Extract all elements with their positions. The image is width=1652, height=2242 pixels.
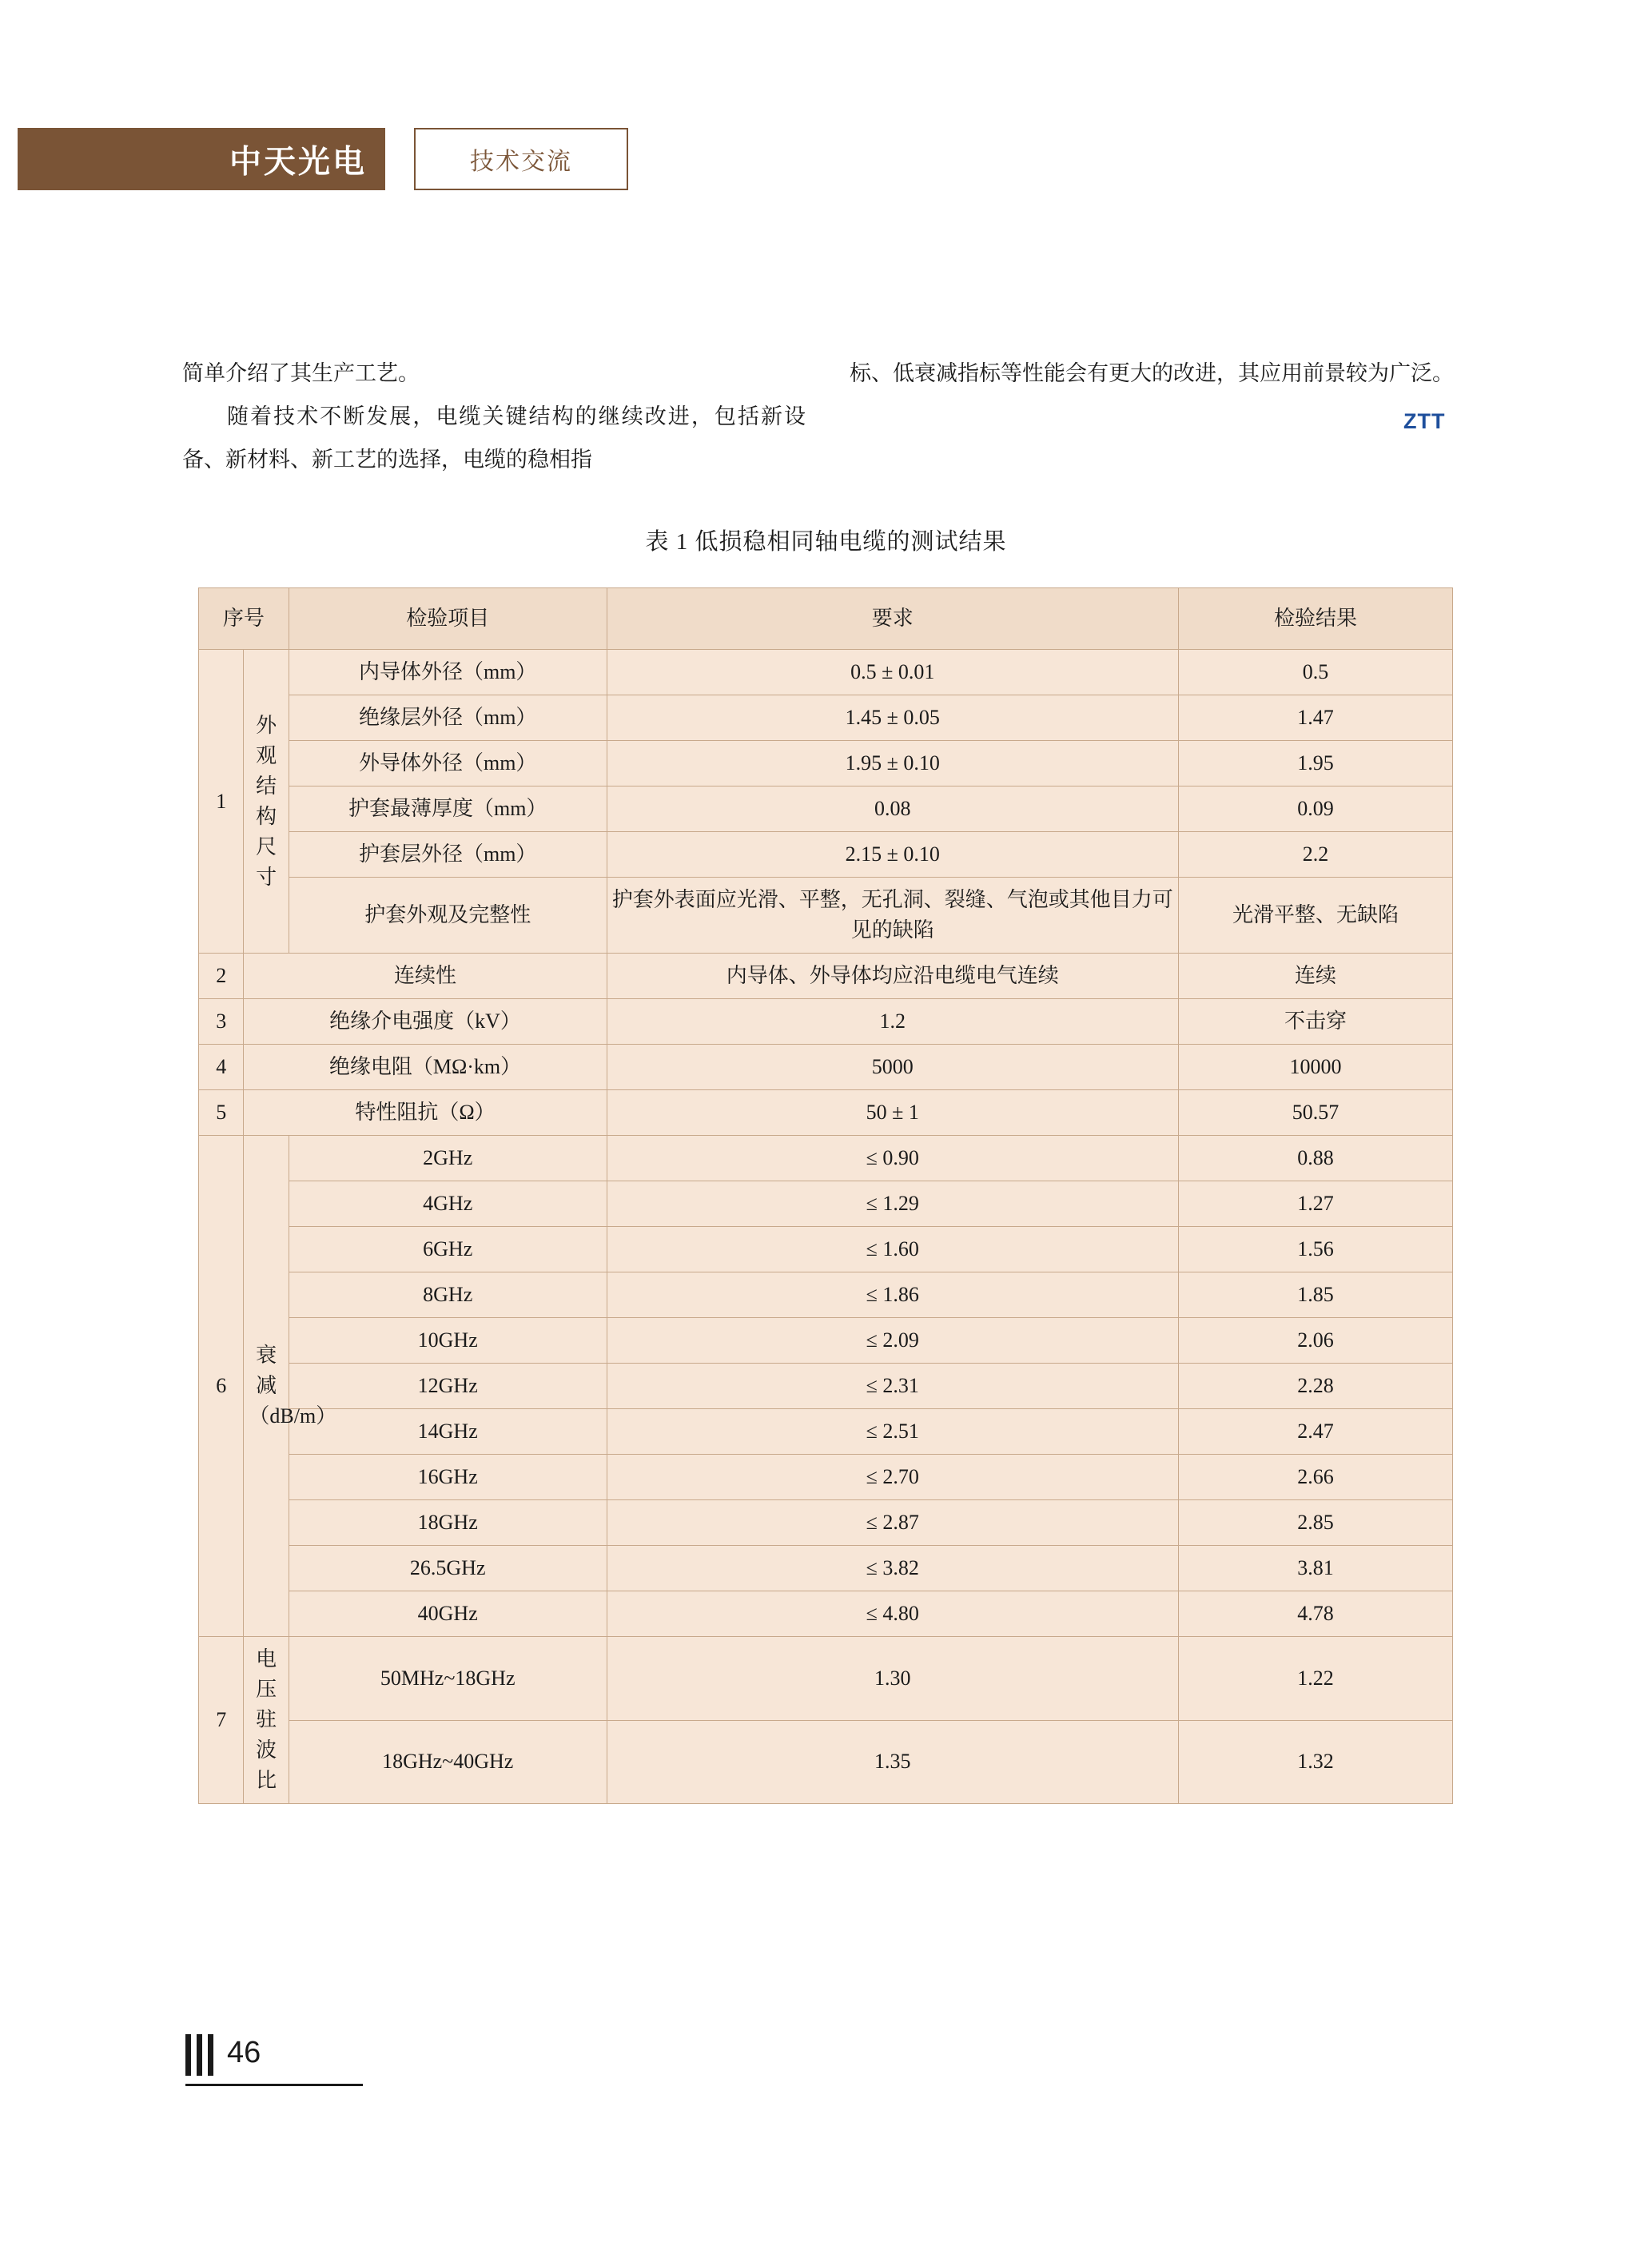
cell-item: 26.5GHz	[289, 1546, 607, 1591]
cell-result: 4.78	[1179, 1591, 1453, 1637]
cell-result: 50.57	[1179, 1090, 1453, 1136]
cell-requirement: 1.35	[607, 1720, 1178, 1804]
cell-result: 光滑平整、无缺陷	[1179, 878, 1453, 954]
cell-result: 2.06	[1179, 1318, 1453, 1364]
cell-no: 7	[199, 1637, 244, 1804]
table-row	[199, 1546, 1453, 1591]
cell-requirement: ≤ 2.87	[607, 1500, 1178, 1546]
cell-item: 绝缘介电强度（kV）	[244, 999, 607, 1045]
cell-requirement: ≤ 1.60	[607, 1227, 1178, 1272]
cell-group-vswr: 电压驻波比	[244, 1637, 289, 1804]
cell-result: 1.85	[1179, 1272, 1453, 1318]
cell-result: 不击穿	[1179, 999, 1453, 1045]
paragraph-left-1: 简单介绍了其生产工艺。	[182, 361, 420, 385]
brand-logo-block	[18, 128, 385, 190]
cell-item: 绝缘层外径（mm）	[289, 695, 607, 741]
table-row	[199, 1364, 1453, 1409]
table-row	[199, 1637, 1453, 1721]
results-table-wrapper	[198, 587, 1453, 1804]
cell-item: 2GHz	[289, 1136, 607, 1181]
footer-rule	[185, 2084, 363, 2086]
table-row	[199, 954, 1453, 999]
cell-item: 6GHz	[289, 1227, 607, 1272]
cell-no: 3	[199, 999, 244, 1045]
cell-result: 1.22	[1179, 1637, 1453, 1721]
cell-no: 4	[199, 1045, 244, 1090]
results-table	[198, 587, 1453, 1804]
cell-requirement: 1.30	[607, 1637, 1178, 1721]
section-tag	[414, 128, 628, 190]
cell-requirement: ≤ 3.82	[607, 1546, 1178, 1591]
table-row	[199, 650, 1453, 695]
footer-bar	[185, 2034, 191, 2076]
table-row	[199, 1591, 1453, 1637]
body-column-right	[850, 352, 1473, 395]
cell-no: 6	[199, 1136, 244, 1637]
cell-requirement: ≤ 1.29	[607, 1181, 1178, 1227]
group-label-line-2: （dB/m）	[249, 1404, 337, 1428]
cell-requirement: 0.5 ± 0.01	[607, 650, 1178, 695]
cell-item: 连续性	[244, 954, 607, 999]
table-row	[199, 786, 1453, 832]
cell-result: 1.56	[1179, 1227, 1453, 1272]
cell-requirement: ≤ 4.80	[607, 1591, 1178, 1637]
table-caption: 表 1 低损稳相同轴电缆的测试结果	[645, 529, 1007, 555]
cell-result: 2.2	[1179, 832, 1453, 878]
cell-item: 护套层外径（mm）	[289, 832, 607, 878]
cell-result: 1.32	[1179, 1720, 1453, 1804]
cell-item: 8GHz	[289, 1272, 607, 1318]
cell-requirement: ≤ 2.51	[607, 1409, 1178, 1455]
table-row	[199, 695, 1453, 741]
table-row	[199, 1090, 1453, 1136]
cell-result: 2.85	[1179, 1500, 1453, 1546]
table-row	[199, 1136, 1453, 1181]
cell-requirement: 1.45 ± 0.05	[607, 695, 1178, 741]
page-number: 46	[227, 2036, 261, 2069]
table-row	[199, 1272, 1453, 1318]
table-row	[199, 878, 1453, 954]
cell-no: 5	[199, 1090, 244, 1136]
cell-item: 16GHz	[289, 1455, 607, 1500]
group-label-line-1: 外观结构	[256, 713, 277, 828]
cell-requirement: ≤ 2.09	[607, 1318, 1178, 1364]
table-header-row	[199, 588, 1453, 650]
table-row	[199, 1045, 1453, 1090]
cell-item: 内导体外径（mm）	[289, 650, 607, 695]
body-column-left	[182, 352, 806, 481]
cell-requirement: 护套外表面应光滑、平整，无孔洞、裂缝、气泡或其他目力可见的缺陷	[607, 878, 1178, 954]
cell-item: 18GHz	[289, 1500, 607, 1546]
cell-no: 1	[199, 650, 244, 954]
cell-item: 护套最薄厚度（mm）	[289, 786, 607, 832]
cell-requirement: 1.95 ± 0.10	[607, 741, 1178, 786]
th-requirement: 要求	[607, 588, 1178, 650]
cell-result: 2.47	[1179, 1409, 1453, 1455]
cell-result: 1.47	[1179, 695, 1453, 741]
cell-requirement: ≤ 2.31	[607, 1364, 1178, 1409]
cell-requirement: ≤ 0.90	[607, 1136, 1178, 1181]
cell-group-attenuation	[244, 1136, 337, 1637]
cell-result: 0.09	[1179, 786, 1453, 832]
cell-item: 特性阻抗（Ω）	[244, 1090, 607, 1136]
cell-item: 10GHz	[289, 1318, 607, 1364]
cell-result: 3.81	[1179, 1546, 1453, 1591]
cell-requirement: 0.08	[607, 786, 1178, 832]
cell-result: 0.5	[1179, 650, 1453, 695]
cell-requirement: 5000	[607, 1045, 1178, 1090]
table-body	[199, 650, 1453, 1804]
cell-result: 1.95	[1179, 741, 1453, 786]
table-row	[199, 1181, 1453, 1227]
cell-result: 1.27	[1179, 1181, 1453, 1227]
page-footer	[185, 2034, 425, 2090]
table-row	[199, 741, 1453, 786]
cell-result: 连续	[1179, 954, 1453, 999]
cell-group-appearance	[244, 650, 289, 954]
cell-requirement: 1.2	[607, 999, 1178, 1045]
cell-item: 14GHz	[289, 1409, 607, 1455]
footer-bar	[208, 2034, 213, 2076]
table-row	[199, 1318, 1453, 1364]
cell-item: 18GHz~40GHz	[289, 1720, 607, 1804]
cell-result: 2.66	[1179, 1455, 1453, 1500]
cell-result: 10000	[1179, 1045, 1453, 1090]
ztt-mark: ZTT	[1403, 409, 1446, 433]
paragraph-left-2: 随着技术不断发展，电缆关键结构的继续改进，包括新设备、新材料、新工艺的选择，电缆的稳相指	[182, 404, 806, 472]
cell-no: 2	[199, 954, 244, 999]
cell-item: 40GHz	[289, 1591, 607, 1637]
th-result: 检验结果	[1179, 588, 1453, 650]
cell-requirement: 2.15 ± 0.10	[607, 832, 1178, 878]
table-row	[199, 999, 1453, 1045]
th-no: 序号	[199, 588, 289, 650]
cell-item: 外导体外径（mm）	[289, 741, 607, 786]
section-tag-label: 技术交流	[470, 149, 572, 175]
cell-item: 护套外观及完整性	[289, 878, 607, 954]
table-row	[199, 1227, 1453, 1272]
footer-bars-decoration	[185, 2034, 213, 2076]
cell-requirement: 内导体、外导体均应沿电缆电气连续	[607, 954, 1178, 999]
cell-result: 2.28	[1179, 1364, 1453, 1409]
paragraph-right-1: 标、低衰减指标等性能会有更大的改进，其应用前景较为广泛。	[850, 361, 1454, 385]
group-label-line-1: 衰减	[256, 1344, 277, 1397]
cell-requirement: ≤ 2.70	[607, 1455, 1178, 1500]
footer-bar	[197, 2034, 202, 2076]
cell-item: 绝缘电阻（MΩ·km）	[244, 1045, 607, 1090]
table-row	[199, 1720, 1453, 1804]
cell-item: 4GHz	[289, 1181, 607, 1227]
cell-item: 12GHz	[289, 1364, 607, 1409]
th-item: 检验项目	[289, 588, 607, 650]
table-row	[199, 1455, 1453, 1500]
page-header	[0, 128, 1652, 190]
cell-requirement: ≤ 1.86	[607, 1272, 1178, 1318]
table-row	[199, 1409, 1453, 1455]
table-row	[199, 832, 1453, 878]
cell-result: 0.88	[1179, 1136, 1453, 1181]
cell-item: 50MHz~18GHz	[289, 1637, 607, 1721]
cell-requirement: 50 ± 1	[607, 1090, 1178, 1136]
table-row	[199, 1500, 1453, 1546]
group-label-line-2: 尺寸	[256, 834, 277, 889]
brand-logo-text: 中天光电	[229, 142, 367, 181]
